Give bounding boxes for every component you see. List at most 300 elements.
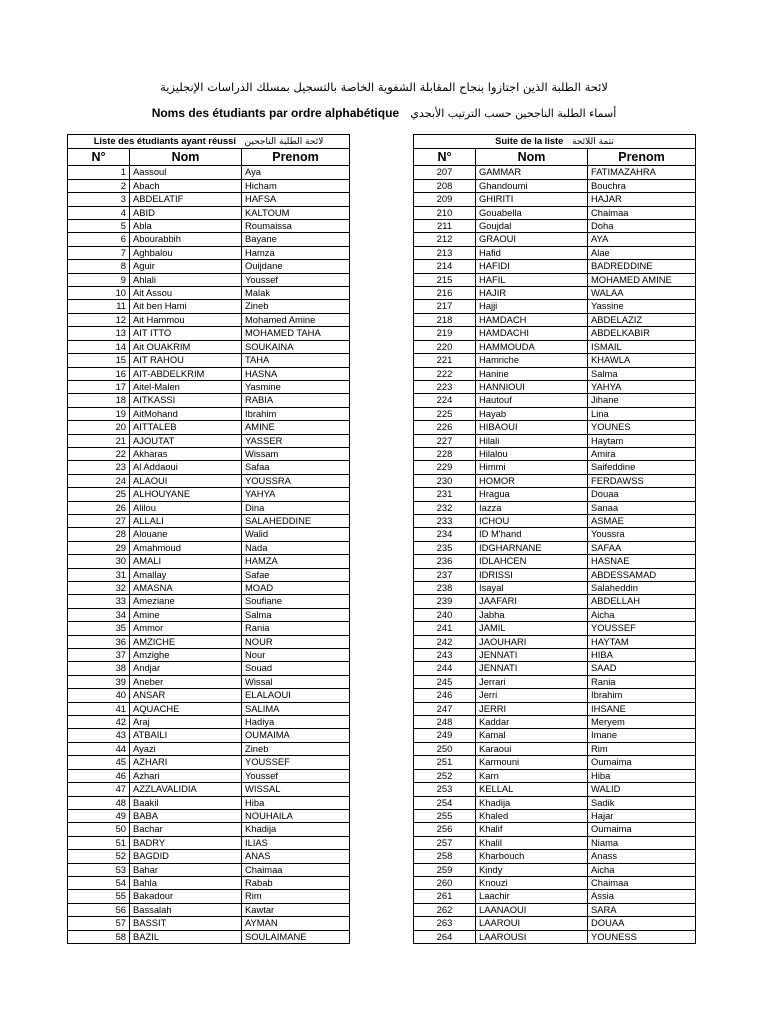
table-row: [68, 809, 350, 822]
student-nom: Iazza: [476, 501, 588, 514]
student-number: 226: [414, 421, 476, 434]
table-row: [414, 622, 696, 635]
student-nom: Amahmoud: [130, 541, 242, 554]
student-prenom: ELALAOUI: [242, 689, 350, 702]
column-header-nom: Nom: [476, 149, 588, 166]
student-nom: Ameziane: [130, 595, 242, 608]
student-nom: Ammor: [130, 622, 242, 635]
student-number: 248: [414, 716, 476, 729]
student-number: 217: [414, 300, 476, 313]
student-nom: GRAOUI: [476, 233, 588, 246]
student-nom: ATBAILI: [130, 729, 242, 742]
student-number: 215: [414, 273, 476, 286]
table-row: [68, 635, 350, 648]
table-row: [68, 890, 350, 903]
column-header-prenom: Prenom: [588, 149, 696, 166]
student-number: 37: [68, 649, 130, 662]
student-prenom: Nour: [242, 649, 350, 662]
student-nom: Ait Assou: [130, 287, 242, 300]
table-row: [68, 340, 350, 353]
student-prenom: KHAWLA: [588, 354, 696, 367]
student-prenom: Alae: [588, 246, 696, 259]
student-prenom: Youssef: [242, 273, 350, 286]
table-body: [68, 166, 350, 944]
table-row: [68, 394, 350, 407]
student-prenom: Jihane: [588, 394, 696, 407]
student-number: 40: [68, 689, 130, 702]
student-nom: LAAROUSI: [476, 930, 588, 943]
student-nom: Bakadour: [130, 890, 242, 903]
table-row: [414, 514, 696, 527]
student-nom: Hafid: [476, 246, 588, 259]
student-prenom: Ouijdane: [242, 260, 350, 273]
student-number: 23: [68, 461, 130, 474]
table-row: [414, 273, 696, 286]
student-nom: JENNATI: [476, 662, 588, 675]
student-number: 31: [68, 568, 130, 581]
student-number: 11: [68, 300, 130, 313]
table-row: [414, 206, 696, 219]
student-prenom: Mohamed Amine: [242, 313, 350, 326]
table-row: [68, 179, 350, 192]
student-number: 5: [68, 220, 130, 233]
student-prenom: Nada: [242, 541, 350, 554]
student-prenom: ABDELAZIZ: [588, 313, 696, 326]
student-prenom: ABDESSAMAD: [588, 568, 696, 581]
student-nom: Bachar: [130, 823, 242, 836]
student-prenom: Hiba: [242, 796, 350, 809]
student-number: 18: [68, 394, 130, 407]
student-number: 255: [414, 809, 476, 822]
table-row: [68, 367, 350, 380]
table-row: [68, 689, 350, 702]
table-row: [414, 809, 696, 822]
student-number: 1: [68, 166, 130, 179]
student-prenom: Assia: [588, 890, 696, 903]
student-prenom: TAHA: [242, 354, 350, 367]
table-row: [414, 836, 696, 849]
student-prenom: ISMAIL: [588, 340, 696, 353]
student-nom: AITKASSI: [130, 394, 242, 407]
student-number: 22: [68, 447, 130, 460]
table-row: [68, 729, 350, 742]
student-nom: Karn: [476, 769, 588, 782]
student-number: 56: [68, 903, 130, 916]
table-row: [68, 421, 350, 434]
student-nom: ICHOU: [476, 514, 588, 527]
student-nom: Abourabbih: [130, 233, 242, 246]
student-prenom: Douaa: [588, 488, 696, 501]
table-row: [68, 595, 350, 608]
student-nom: HAMDACH: [476, 313, 588, 326]
table-row: [414, 501, 696, 514]
student-number: 12: [68, 313, 130, 326]
table-row: [68, 461, 350, 474]
student-number: 27: [68, 514, 130, 527]
table-row: [414, 367, 696, 380]
student-number: 225: [414, 407, 476, 420]
student-nom: Ait ben Hami: [130, 300, 242, 313]
table-caption: [68, 135, 350, 149]
table-row: [414, 823, 696, 836]
student-nom: HOMOR: [476, 474, 588, 487]
table-row: [414, 689, 696, 702]
student-nom: AitMohand: [130, 407, 242, 420]
student-nom: IDRISSI: [476, 568, 588, 581]
table-row: [414, 354, 696, 367]
table-body: [414, 166, 696, 944]
student-nom: Bahla: [130, 876, 242, 889]
table-row: [414, 702, 696, 715]
student-prenom: YOUNES: [588, 421, 696, 434]
student-prenom: AYMAN: [242, 917, 350, 930]
student-prenom: HIBA: [588, 649, 696, 662]
student-prenom: Hamza: [242, 246, 350, 259]
student-number: 253: [414, 783, 476, 796]
student-nom: Aguir: [130, 260, 242, 273]
students-table-right: [413, 134, 696, 944]
student-prenom: Zineb: [242, 300, 350, 313]
table-row: [414, 421, 696, 434]
student-prenom: Niama: [588, 836, 696, 849]
student-number: 26: [68, 501, 130, 514]
student-nom: AMASNA: [130, 582, 242, 595]
student-nom: IDLAHCEN: [476, 555, 588, 568]
student-number: 207: [414, 166, 476, 179]
student-number: 28: [68, 528, 130, 541]
student-nom: HAFIDI: [476, 260, 588, 273]
student-prenom: Aicha: [588, 608, 696, 621]
student-prenom: SARA: [588, 903, 696, 916]
student-nom: LAAROUI: [476, 917, 588, 930]
table-row: [414, 233, 696, 246]
table-row: [414, 287, 696, 300]
student-number: 252: [414, 769, 476, 782]
student-prenom: Youssef: [242, 769, 350, 782]
student-prenom: Meryem: [588, 716, 696, 729]
student-prenom: Wissam: [242, 447, 350, 460]
student-number: 55: [68, 890, 130, 903]
student-number: 53: [68, 863, 130, 876]
student-number: 213: [414, 246, 476, 259]
table-row: [68, 380, 350, 393]
student-prenom: Saifeddine: [588, 461, 696, 474]
student-nom: ABID: [130, 206, 242, 219]
table-row: [68, 649, 350, 662]
student-number: 228: [414, 447, 476, 460]
student-prenom: Hadiya: [242, 716, 350, 729]
student-number: 14: [68, 340, 130, 353]
student-number: 231: [414, 488, 476, 501]
student-prenom: SOUKAINA: [242, 340, 350, 353]
student-prenom: Zineb: [242, 742, 350, 755]
student-prenom: Yassine: [588, 300, 696, 313]
student-prenom: HAMZA: [242, 555, 350, 568]
table-row: [68, 354, 350, 367]
student-prenom: Rim: [588, 742, 696, 755]
table-row: [414, 582, 696, 595]
student-number: 7: [68, 246, 130, 259]
subtitle-french: Noms des étudiants par ordre alphabétique: [151, 106, 400, 120]
student-nom: Bassalah: [130, 903, 242, 916]
student-number: 221: [414, 354, 476, 367]
student-prenom: YAHYA: [588, 380, 696, 393]
student-number: 48: [68, 796, 130, 809]
student-prenom: Ibrahim: [588, 689, 696, 702]
student-nom: ALHOUYANE: [130, 488, 242, 501]
caption-arabic: تتمة اللائحة: [572, 137, 614, 147]
student-prenom: Bayane: [242, 233, 350, 246]
student-prenom: HAJAR: [588, 193, 696, 206]
student-number: 230: [414, 474, 476, 487]
student-nom: ID M'hand: [476, 528, 588, 541]
student-nom: Karaoui: [476, 742, 588, 755]
student-number: 222: [414, 367, 476, 380]
student-number: 9: [68, 273, 130, 286]
table-row: [414, 300, 696, 313]
table-row: [414, 541, 696, 554]
student-number: 260: [414, 876, 476, 889]
student-prenom: HASNA: [242, 367, 350, 380]
table-row: [68, 930, 350, 943]
table-row: [68, 206, 350, 219]
student-nom: Alilou: [130, 501, 242, 514]
student-nom: BAGDID: [130, 850, 242, 863]
caption-arabic: لائحة الطلبة الناجحين: [244, 137, 324, 147]
table-row: [68, 287, 350, 300]
student-nom: HANNIOUI: [476, 380, 588, 393]
student-number: 45: [68, 756, 130, 769]
table-row: [414, 796, 696, 809]
caption-french: Suite de la liste: [495, 135, 564, 146]
student-prenom: Chaimaa: [588, 876, 696, 889]
student-number: 237: [414, 568, 476, 581]
student-number: 38: [68, 662, 130, 675]
student-number: 43: [68, 729, 130, 742]
table-row: [414, 635, 696, 648]
student-number: 251: [414, 756, 476, 769]
student-prenom: HASNAE: [588, 555, 696, 568]
student-prenom: Sanaa: [588, 501, 696, 514]
table-row: [68, 836, 350, 849]
table-row: [68, 555, 350, 568]
student-number: 238: [414, 582, 476, 595]
student-number: 15: [68, 354, 130, 367]
student-prenom: WALAA: [588, 287, 696, 300]
student-nom: ALLALI: [130, 514, 242, 527]
column-header-nom: Nom: [130, 149, 242, 166]
student-prenom: SAFAA: [588, 541, 696, 554]
student-number: 13: [68, 327, 130, 340]
student-prenom: Salma: [588, 367, 696, 380]
student-nom: AIT-ABDELKRIM: [130, 367, 242, 380]
student-nom: AIT ITTO: [130, 327, 242, 340]
student-nom: BAZIL: [130, 930, 242, 943]
student-nom: Khaled: [476, 809, 588, 822]
student-prenom: Chaimaa: [242, 863, 350, 876]
student-nom: JENNATI: [476, 649, 588, 662]
table-row: [68, 675, 350, 688]
student-nom: Kindy: [476, 863, 588, 876]
table-row: [414, 662, 696, 675]
student-nom: Hamriche: [476, 354, 588, 367]
table-row: [68, 903, 350, 916]
table-row: [414, 327, 696, 340]
table-row: [68, 756, 350, 769]
student-nom: Ayazi: [130, 742, 242, 755]
table-row: [68, 501, 350, 514]
student-number: 41: [68, 702, 130, 715]
student-prenom: Doha: [588, 220, 696, 233]
table-row: [68, 327, 350, 340]
table-row: [414, 474, 696, 487]
table-row: [68, 220, 350, 233]
table-row: [68, 622, 350, 635]
student-number: 229: [414, 461, 476, 474]
student-nom: IDGHARNANE: [476, 541, 588, 554]
table-row: [68, 796, 350, 809]
student-prenom: OUMAIMA: [242, 729, 350, 742]
student-prenom: KALTOUM: [242, 206, 350, 219]
student-prenom: Hiba: [588, 769, 696, 782]
student-number: 16: [68, 367, 130, 380]
table-row: [68, 273, 350, 286]
student-nom: JAOUHARI: [476, 635, 588, 648]
student-nom: HAMDACHI: [476, 327, 588, 340]
table-row: [68, 434, 350, 447]
table-row: [68, 166, 350, 179]
student-prenom: WALID: [588, 783, 696, 796]
table-row: [414, 675, 696, 688]
table-row: [68, 193, 350, 206]
table-row: [68, 313, 350, 326]
student-nom: Hilali: [476, 434, 588, 447]
student-number: 242: [414, 635, 476, 648]
table-row: [68, 407, 350, 420]
student-number: 19: [68, 407, 130, 420]
student-nom: Kamal: [476, 729, 588, 742]
student-nom: Abach: [130, 179, 242, 192]
student-prenom: Hicham: [242, 179, 350, 192]
student-nom: Kaddar: [476, 716, 588, 729]
student-number: 209: [414, 193, 476, 206]
student-nom: Al Addaoui: [130, 461, 242, 474]
student-nom: Hajji: [476, 300, 588, 313]
student-nom: JAAFARI: [476, 595, 588, 608]
student-number: 3: [68, 193, 130, 206]
table-row: [414, 220, 696, 233]
student-number: 30: [68, 555, 130, 568]
student-nom: Hayab: [476, 407, 588, 420]
student-nom: Isayal: [476, 582, 588, 595]
table-row: [414, 769, 696, 782]
student-prenom: Khadija: [242, 823, 350, 836]
student-number: 256: [414, 823, 476, 836]
student-number: 236: [414, 555, 476, 568]
student-prenom: HAYTAM: [588, 635, 696, 648]
student-nom: Abla: [130, 220, 242, 233]
student-nom: HAFIL: [476, 273, 588, 286]
table-row: [414, 903, 696, 916]
page-subtitle: [0, 106, 768, 120]
table-row: [414, 890, 696, 903]
student-prenom: IHSANE: [588, 702, 696, 715]
student-nom: GAMMAR: [476, 166, 588, 179]
table-row: [414, 434, 696, 447]
student-number: 211: [414, 220, 476, 233]
student-nom: Amzighe: [130, 649, 242, 662]
student-nom: JERRI: [476, 702, 588, 715]
student-prenom: Yasmine: [242, 380, 350, 393]
student-nom: ANSAR: [130, 689, 242, 702]
table-row: [414, 528, 696, 541]
table-row: [414, 246, 696, 259]
table-row: [68, 769, 350, 782]
student-number: 232: [414, 501, 476, 514]
table-row: [68, 608, 350, 621]
student-nom: Azhari: [130, 769, 242, 782]
table-row: [414, 917, 696, 930]
student-prenom: ILIAS: [242, 836, 350, 849]
student-prenom: Wissal: [242, 675, 350, 688]
student-number: 239: [414, 595, 476, 608]
table-row: [68, 662, 350, 675]
student-prenom: Anass: [588, 850, 696, 863]
student-number: 21: [68, 434, 130, 447]
table-row: [68, 568, 350, 581]
student-prenom: ANAS: [242, 850, 350, 863]
table-row: [414, 850, 696, 863]
student-number: 241: [414, 622, 476, 635]
table-row: [414, 595, 696, 608]
student-prenom: Safaa: [242, 461, 350, 474]
student-number: 42: [68, 716, 130, 729]
student-prenom: Dina: [242, 501, 350, 514]
students-table-left: [67, 134, 350, 944]
table-row: [68, 488, 350, 501]
subtitle-arabic: أسماء الطلبة الناجحين حسب الترتيب الأبجدي: [410, 107, 617, 120]
table-row: [68, 876, 350, 889]
student-number: 218: [414, 313, 476, 326]
student-prenom: FERDAWSS: [588, 474, 696, 487]
student-prenom: WISSAL: [242, 783, 350, 796]
student-prenom: Salma: [242, 608, 350, 621]
student-nom: Karmouni: [476, 756, 588, 769]
student-nom: Goujdal: [476, 220, 588, 233]
student-number: 261: [414, 890, 476, 903]
table-row: [68, 246, 350, 259]
table-row: [414, 729, 696, 742]
student-number: 44: [68, 742, 130, 755]
table-row: [68, 582, 350, 595]
student-nom: Aassoul: [130, 166, 242, 179]
student-prenom: YOUNESS: [588, 930, 696, 943]
table-row: [414, 649, 696, 662]
table-row: [68, 863, 350, 876]
student-nom: AMALI: [130, 555, 242, 568]
student-number: 258: [414, 850, 476, 863]
student-number: 244: [414, 662, 476, 675]
student-prenom: SALAHEDDINE: [242, 514, 350, 527]
student-prenom: Sadik: [588, 796, 696, 809]
student-prenom: Bouchra: [588, 179, 696, 192]
student-prenom: Youssra: [588, 528, 696, 541]
student-number: 245: [414, 675, 476, 688]
table-row: [414, 568, 696, 581]
table-row: [68, 447, 350, 460]
student-prenom: FATIMAZAHRA: [588, 166, 696, 179]
student-prenom: Chaimaa: [588, 206, 696, 219]
